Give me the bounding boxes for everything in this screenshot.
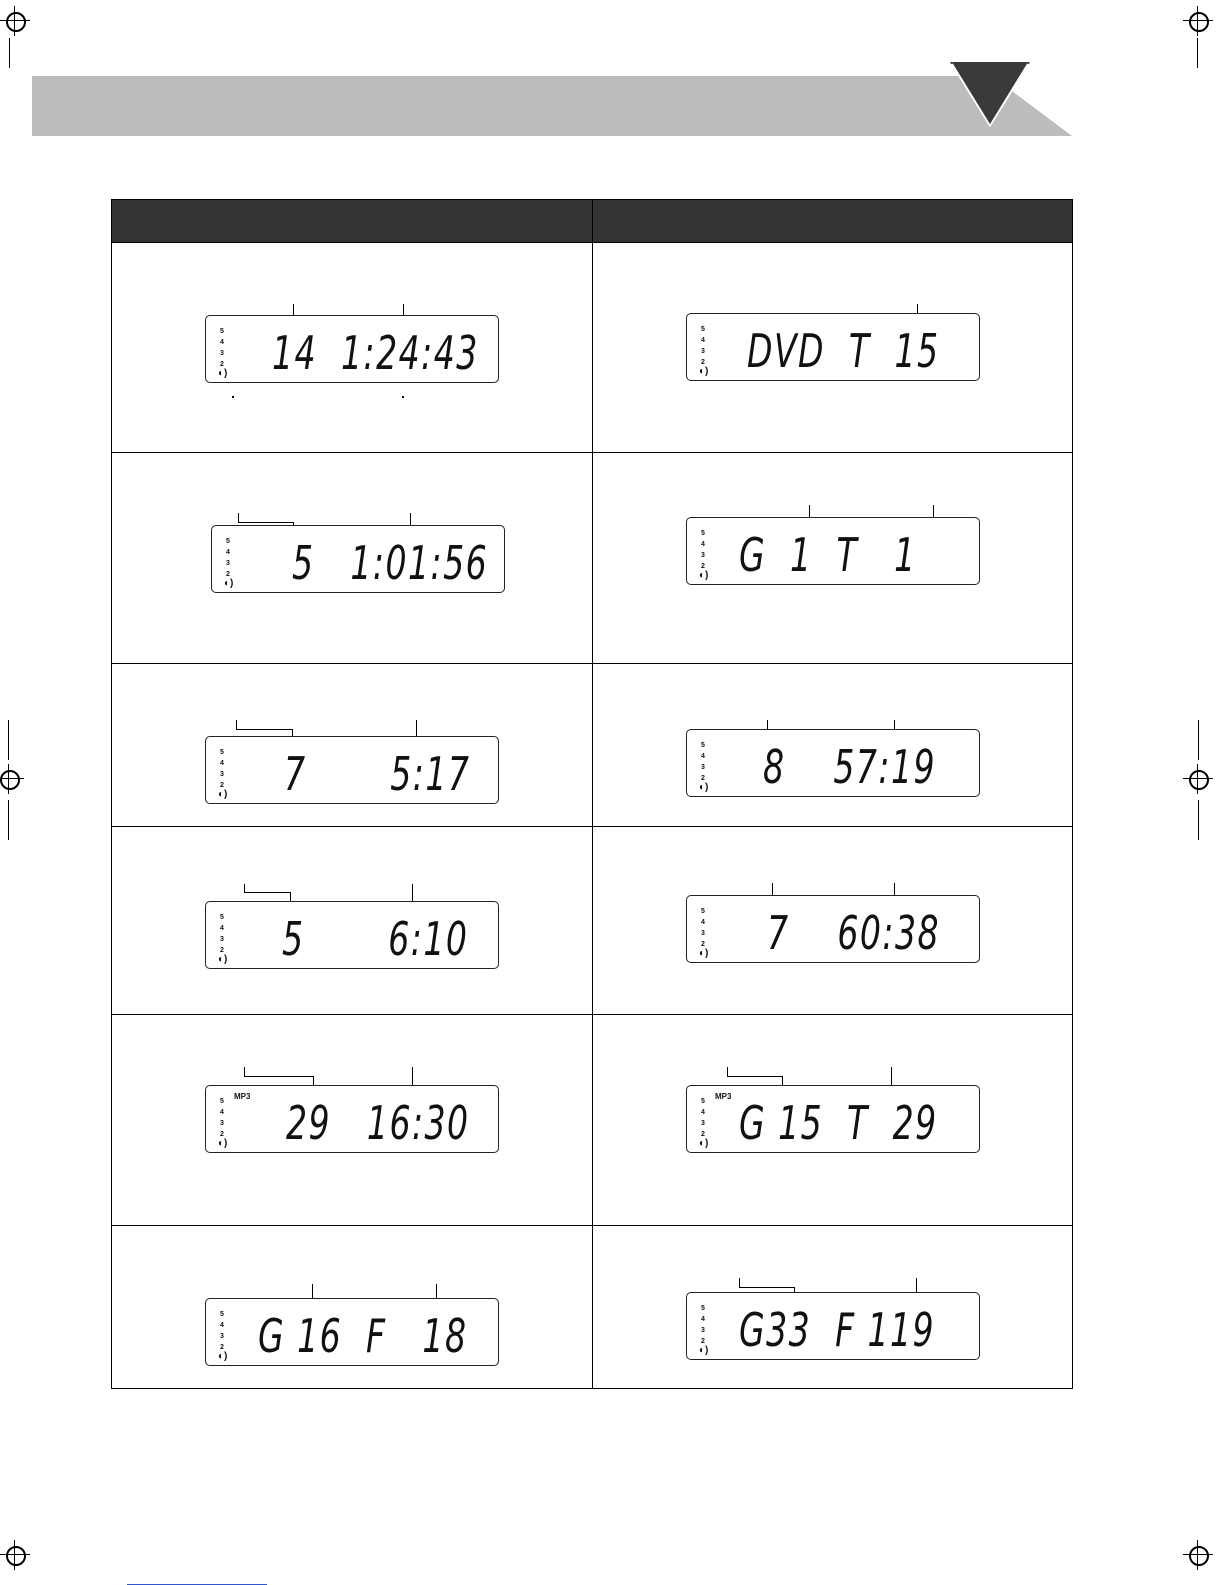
- trim-line-right-a: [1198, 720, 1199, 760]
- disc-icon: ◐): [699, 782, 709, 793]
- disc-icon: ◐): [699, 948, 709, 959]
- registration-mark-top-left: [0, 6, 30, 36]
- segment-readout: G33 F 119: [739, 1303, 936, 1357]
- table-row: [112, 453, 1073, 664]
- segment-readout: 7 60:38: [767, 906, 941, 960]
- lcd-display: [686, 729, 980, 797]
- level-indicator: 5 4 3 2: [220, 914, 224, 954]
- trim-line-left-b: [8, 800, 9, 840]
- mp3-indicator: MP3: [234, 1092, 251, 1101]
- level-indicator: 5 4 3 2: [701, 742, 705, 782]
- lcd-display: [686, 517, 980, 585]
- disc-icon: ◐): [218, 954, 228, 965]
- cell-r1c1: [112, 243, 593, 453]
- registration-mark-bottom-left: [0, 1540, 30, 1570]
- level-indicator: 5 4 3 2: [220, 1311, 224, 1351]
- lcd-display: [686, 1292, 980, 1360]
- level-indicator: 5 4 3 2: [701, 908, 705, 948]
- disc-icon: ◐): [218, 789, 228, 800]
- section-banner: [32, 76, 1072, 136]
- lcd-display: [686, 895, 980, 963]
- triangle-marker-icon: [950, 62, 1032, 132]
- table-header-row: [112, 200, 1073, 243]
- lcd-display: [211, 525, 505, 593]
- disc-icon: ◐): [224, 578, 234, 589]
- segment-readout: 14 1:24:43: [272, 326, 479, 380]
- cell-r4c1: [112, 827, 593, 1015]
- lcd-display: [205, 1085, 499, 1153]
- level-indicator: 5 4 3 2: [226, 538, 230, 578]
- registration-mark-top-right: [1183, 6, 1213, 36]
- lcd-display: [686, 313, 980, 381]
- level-indicator: 5 4 3 2: [220, 328, 224, 368]
- registration-mark-mid-right: [1183, 764, 1213, 794]
- segment-readout: 8 57:19: [763, 740, 937, 794]
- table-row: [112, 243, 1073, 453]
- cell-r5c1: [112, 1015, 593, 1226]
- segment-readout: DVD T 15: [747, 324, 940, 378]
- lcd-display: [205, 736, 499, 804]
- level-indicator: 5 4 3 2: [701, 326, 705, 366]
- lcd-display: [205, 901, 499, 969]
- trim-line-right-b: [1198, 800, 1199, 840]
- level-indicator: 5 4 3 2: [701, 530, 705, 570]
- lcd-display: [205, 1298, 499, 1366]
- table-row: [112, 1226, 1073, 1389]
- disc-icon: ◐): [218, 1138, 228, 1149]
- table-row: [112, 827, 1073, 1015]
- header-right: [593, 200, 1073, 243]
- segment-readout: G 1 T 1: [739, 528, 917, 582]
- level-indicator: 5 4 3 2: [220, 1098, 224, 1138]
- disc-icon: ◐): [218, 1351, 228, 1362]
- cell-r2c2: [593, 453, 1073, 664]
- cell-r3c2: [593, 664, 1073, 827]
- segment-readout: G 15 T 29: [739, 1096, 938, 1150]
- display-table: [111, 199, 1073, 1389]
- cell-r1c2: [593, 243, 1073, 453]
- segment-readout: 5 1:01:56: [292, 536, 489, 590]
- table-row: [112, 1015, 1073, 1226]
- disc-icon: ◐): [699, 1138, 709, 1149]
- cell-r5c2: [593, 1015, 1073, 1226]
- table-row: [112, 664, 1073, 827]
- lcd-display: [205, 315, 499, 383]
- disc-icon: ◐): [218, 368, 228, 379]
- segment-readout: 5 6:10: [282, 912, 469, 966]
- segment-readout: 29 16:30: [286, 1096, 470, 1150]
- trim-line-top-right: [1197, 38, 1198, 68]
- trim-line-top-left: [9, 38, 10, 68]
- cell-r6c1: [112, 1226, 593, 1389]
- cell-r3c1: [112, 664, 593, 827]
- cell-r6c2: [593, 1226, 1073, 1389]
- level-indicator: 5 4 3 2: [220, 749, 224, 789]
- disc-icon: ◐): [699, 570, 709, 581]
- registration-mark-mid-left: [0, 764, 24, 794]
- disc-icon: ◐): [699, 366, 709, 377]
- segment-readout: G 16 F 18: [258, 1309, 468, 1363]
- registration-mark-bottom-right: [1183, 1540, 1213, 1570]
- cell-r2c1: [112, 453, 593, 664]
- level-indicator: 5 4 3 2: [701, 1098, 705, 1138]
- lcd-display: [686, 1085, 980, 1153]
- segment-readout: 7 5:17: [284, 747, 471, 801]
- header-left: [112, 200, 593, 243]
- level-indicator: 5 4 3 2: [701, 1305, 705, 1345]
- mp3-indicator: MP3: [715, 1092, 732, 1101]
- cell-r4c2: [593, 827, 1073, 1015]
- trim-line-left-a: [8, 720, 9, 760]
- disc-icon: ◐): [699, 1345, 709, 1356]
